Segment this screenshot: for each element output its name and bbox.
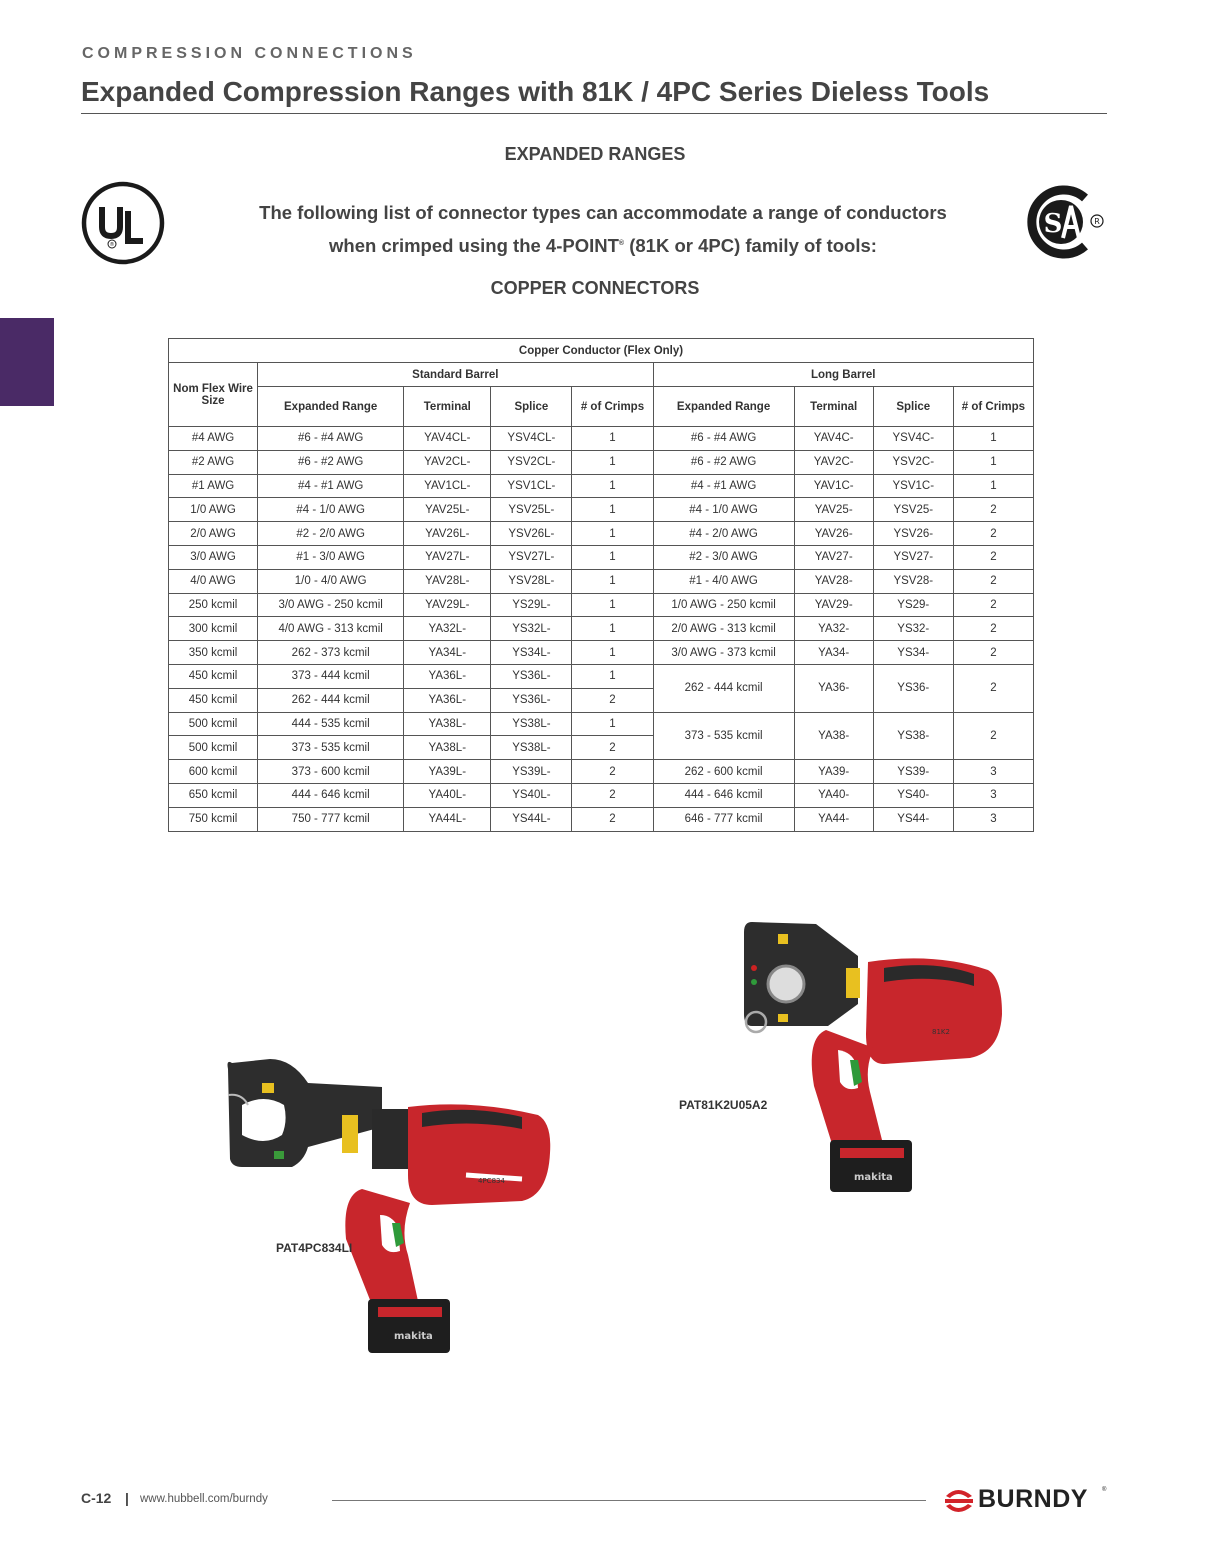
table-cell: YSV1CL- <box>491 474 572 498</box>
table-row <box>169 427 1034 451</box>
table-cell: YA39L- <box>404 760 491 784</box>
table-cell: YAV26- <box>794 522 873 546</box>
table-cell: #6 - #2 AWG <box>258 450 404 474</box>
svg-text:R: R <box>1094 217 1100 226</box>
table-cell: YAV25L- <box>404 498 491 522</box>
table-cell: 3 <box>953 760 1033 784</box>
table-cell: YAV4C- <box>794 427 873 451</box>
table-cell: YS32- <box>873 617 953 641</box>
column-header: # of Crimps <box>572 387 653 427</box>
table-cell: YS40- <box>873 783 953 807</box>
table-cell: YA32L- <box>404 617 491 641</box>
table-cell: 500 kcmil <box>169 712 258 736</box>
table-cell: 2/0 AWG - 313 kcmil <box>653 617 794 641</box>
table-cell: YA39- <box>794 760 873 784</box>
burndy-logo-icon <box>942 1486 976 1516</box>
column-header: Terminal <box>404 387 491 427</box>
table-cell: 2 <box>572 760 653 784</box>
csa-logo <box>1023 184 1105 260</box>
table-cell: 1 <box>572 498 653 522</box>
table-cell: YS32L- <box>491 617 572 641</box>
table-cell: 2 <box>953 593 1033 617</box>
table-row <box>169 783 1034 807</box>
table-cell: #6 - #4 AWG <box>258 427 404 451</box>
table-cell: 350 kcmil <box>169 641 258 665</box>
table-cell: 4/0 AWG <box>169 569 258 593</box>
table-cell: 1 <box>572 522 653 546</box>
intro-line-1: The following list of connector types can accommodate a range of conductors <box>259 202 947 223</box>
table-cell: YS38L- <box>491 712 572 736</box>
table-cell: 1/0 AWG <box>169 498 258 522</box>
table-cell: YS44L- <box>491 807 572 831</box>
footer-url-link[interactable]: www.hubbell.com/burndy <box>140 1493 268 1505</box>
table-cell: 2 <box>572 783 653 807</box>
table-cell: YA38L- <box>404 736 491 760</box>
table-cell: 2 <box>953 664 1033 712</box>
table-cell: #2 - 3/0 AWG <box>653 545 794 569</box>
table-cell: 2 <box>953 498 1033 522</box>
table-cell: YS36- <box>873 664 953 712</box>
table-cell: 750 kcmil <box>169 807 258 831</box>
table-cell: 4/0 AWG - 313 kcmil <box>258 617 404 641</box>
table-cell: 500 kcmil <box>169 736 258 760</box>
table-cell: #2 AWG <box>169 450 258 474</box>
table-cell: YA38L- <box>404 712 491 736</box>
table-row <box>169 450 1034 474</box>
table-cell: 250 kcmil <box>169 593 258 617</box>
table-cell: YSV2CL- <box>491 450 572 474</box>
table-cell: YSV2C- <box>873 450 953 474</box>
table-cell: YAV2C- <box>794 450 873 474</box>
table-cell: 2 <box>572 807 653 831</box>
table-cell: 450 kcmil <box>169 664 258 688</box>
table-cell: YA32- <box>794 617 873 641</box>
table-cell: 3 <box>953 807 1033 831</box>
page-title: Expanded Compression Ranges with 81K / 4PC Series Dieless Tools <box>81 76 990 107</box>
table-cell: 1 <box>572 712 653 736</box>
table-cell: 262 - 373 kcmil <box>258 641 404 665</box>
table-row <box>169 617 1034 641</box>
tool-4pc-caption: PAT4PC834LI <box>276 1241 353 1255</box>
table-cell: 3/0 AWG <box>169 545 258 569</box>
table-cell: YS39- <box>873 760 953 784</box>
table-cell: YSV28L- <box>491 569 572 593</box>
svg-text:S: S <box>1043 209 1063 239</box>
table-cell: 450 kcmil <box>169 688 258 712</box>
header-nom-flex-wire-size: Nom Flex Wire Size <box>169 363 258 427</box>
table-cell: 1 <box>572 450 653 474</box>
table-cell: #4 AWG <box>169 427 258 451</box>
table-cell: YSV27- <box>873 545 953 569</box>
table-cell: 1 <box>572 474 653 498</box>
table-cell: #4 - 1/0 AWG <box>258 498 404 522</box>
table-cell: 2 <box>953 569 1033 593</box>
header-standard-barrel: Standard Barrel <box>258 363 653 387</box>
table-cell: YSV4C- <box>873 427 953 451</box>
table-cell: 1 <box>572 545 653 569</box>
tool-81k-caption: PAT81K2U05A2 <box>679 1098 768 1112</box>
table-cell: YAV1CL- <box>404 474 491 498</box>
table-cell: YAV27L- <box>404 545 491 569</box>
header-long-barrel: Long Barrel <box>653 363 1034 387</box>
table-caption: Copper Conductor (Flex Only) <box>169 339 1034 363</box>
column-header: Terminal <box>794 387 873 427</box>
table-cell: 300 kcmil <box>169 617 258 641</box>
table-cell: YA34L- <box>404 641 491 665</box>
burndy-reg-mark: ® <box>1102 1487 1107 1493</box>
table-cell: 1 <box>572 664 653 688</box>
table-cell: 1/0 - 4/0 AWG <box>258 569 404 593</box>
table-cell: #2 - 2/0 AWG <box>258 522 404 546</box>
table-cell: 3/0 AWG - 250 kcmil <box>258 593 404 617</box>
table-cell: 1 <box>572 593 653 617</box>
table-cell: 2 <box>953 617 1033 641</box>
tool-81k-battery-brand: makita <box>854 1172 893 1183</box>
table-cell: #1 - 3/0 AWG <box>258 545 404 569</box>
table-cell: 1 <box>572 617 653 641</box>
table-cell: 262 - 600 kcmil <box>653 760 794 784</box>
table-cell: YA38- <box>794 712 873 760</box>
table-row <box>169 807 1034 831</box>
table-row <box>169 545 1034 569</box>
table-cell: YSV28- <box>873 569 953 593</box>
table-cell: YSV25L- <box>491 498 572 522</box>
table-cell: 2 <box>953 712 1033 760</box>
table-cell: YAV26L- <box>404 522 491 546</box>
table-cell: 1 <box>572 569 653 593</box>
footer-separator: | <box>125 1490 129 1506</box>
expanded-ranges-heading: EXPANDED RANGES <box>504 144 686 164</box>
table-row <box>169 522 1034 546</box>
table-row <box>169 569 1034 593</box>
table-cell: 444 - 646 kcmil <box>258 783 404 807</box>
table-cell: YSV4CL- <box>491 427 572 451</box>
table-cell: #4 - #1 AWG <box>258 474 404 498</box>
table-cell: 373 - 535 kcmil <box>258 736 404 760</box>
table-cell: YS29L- <box>491 593 572 617</box>
column-header: # of Crimps <box>953 387 1033 427</box>
column-header: Splice <box>873 387 953 427</box>
table-cell: YSV26- <box>873 522 953 546</box>
table-cell: YSV26L- <box>491 522 572 546</box>
column-header: Expanded Range <box>653 387 794 427</box>
ul-logo <box>81 181 165 265</box>
table-cell: YAV1C- <box>794 474 873 498</box>
table-cell: YA40L- <box>404 783 491 807</box>
table-cell: 2/0 AWG <box>169 522 258 546</box>
table-row <box>169 498 1034 522</box>
column-header: Splice <box>491 387 572 427</box>
table-cell: YS34- <box>873 641 953 665</box>
burndy-wordmark: BURNDY <box>978 1485 1088 1513</box>
table-cell: YAV28- <box>794 569 873 593</box>
table-cell: YAV27- <box>794 545 873 569</box>
table-cell: #4 - 2/0 AWG <box>653 522 794 546</box>
table-row <box>169 664 1034 688</box>
table-cell: YAV29L- <box>404 593 491 617</box>
table-cell: #6 - #2 AWG <box>653 450 794 474</box>
table-cell: 373 - 444 kcmil <box>258 664 404 688</box>
table-cell: 650 kcmil <box>169 783 258 807</box>
tool-4pc-battery-brand: makita <box>394 1331 433 1342</box>
table-cell: YA44- <box>794 807 873 831</box>
table-cell: 600 kcmil <box>169 760 258 784</box>
footer-page-number: C-12 <box>81 1490 112 1506</box>
table-cell: YS44- <box>873 807 953 831</box>
table-cell: YAV25- <box>794 498 873 522</box>
table-row <box>169 641 1034 665</box>
table-cell: YAV4CL- <box>404 427 491 451</box>
table-cell: 444 - 646 kcmil <box>653 783 794 807</box>
tool-4pc-badge: 4PC834 <box>478 1177 505 1185</box>
table-cell: 373 - 600 kcmil <box>258 760 404 784</box>
column-header: Expanded Range <box>258 387 404 427</box>
expanded-range-table <box>168 338 1034 832</box>
table-cell: YS36L- <box>491 664 572 688</box>
table-cell: 1/0 AWG - 250 kcmil <box>653 593 794 617</box>
table-cell: #6 - #4 AWG <box>653 427 794 451</box>
table-cell: YAV29- <box>794 593 873 617</box>
table-cell: YA36L- <box>404 688 491 712</box>
table-cell: YSV25- <box>873 498 953 522</box>
table-cell: 2 <box>953 641 1033 665</box>
ul-reg-mark: ® <box>109 242 115 248</box>
tool-81k-image <box>734 918 1012 1196</box>
table-cell: 646 - 777 kcmil <box>653 807 794 831</box>
table-cell: 1 <box>953 474 1033 498</box>
table-cell: YAV28L- <box>404 569 491 593</box>
table-cell: 262 - 444 kcmil <box>653 664 794 712</box>
section-side-tab <box>0 318 54 406</box>
table-cell: YS38- <box>873 712 953 760</box>
title-divider <box>81 113 1107 114</box>
table-cell: 2 <box>572 688 653 712</box>
intro-line-2: when crimped using the 4-POINT® (81K or 4PC) family of tools: <box>329 235 877 257</box>
table-cell: #4 - 1/0 AWG <box>653 498 794 522</box>
table-row <box>169 760 1034 784</box>
table-cell: 750 - 777 kcmil <box>258 807 404 831</box>
table-cell: YA40- <box>794 783 873 807</box>
table-cell: 444 - 535 kcmil <box>258 712 404 736</box>
table-cell: 1 <box>953 427 1033 451</box>
table-cell: 2 <box>953 522 1033 546</box>
tool-81k-badge: 81K2 <box>932 1028 950 1036</box>
section-label: COMPRESSION CONNECTIONS <box>82 45 417 62</box>
table-cell: #1 AWG <box>169 474 258 498</box>
table-cell: YSV27L- <box>491 545 572 569</box>
table-cell: 3 <box>953 783 1033 807</box>
table-cell: YA44L- <box>404 807 491 831</box>
table-cell: 3/0 AWG - 373 kcmil <box>653 641 794 665</box>
table-cell: YA34- <box>794 641 873 665</box>
table-cell: 262 - 444 kcmil <box>258 688 404 712</box>
table-cell: YS40L- <box>491 783 572 807</box>
copper-connectors-heading: COPPER CONNECTORS <box>490 278 700 298</box>
table-cell: 2 <box>953 545 1033 569</box>
table-cell: #1 - 4/0 AWG <box>653 569 794 593</box>
table-row <box>169 474 1034 498</box>
table-cell: YS36L- <box>491 688 572 712</box>
table-row <box>169 593 1034 617</box>
table-cell: 2 <box>572 736 653 760</box>
table-cell: #4 - #1 AWG <box>653 474 794 498</box>
table-cell: YA36- <box>794 664 873 712</box>
table-cell: YSV1C- <box>873 474 953 498</box>
table-cell: 1 <box>953 450 1033 474</box>
table-row <box>169 712 1034 736</box>
table-cell: YS34L- <box>491 641 572 665</box>
table-cell: YAV2CL- <box>404 450 491 474</box>
table-cell: YA36L- <box>404 664 491 688</box>
table-cell: YS38L- <box>491 736 572 760</box>
tool-4pc-image <box>222 1055 556 1355</box>
intro-text <box>180 197 1026 261</box>
table-cell: 1 <box>572 427 653 451</box>
table-cell: YS29- <box>873 593 953 617</box>
table-cell: YS39L- <box>491 760 572 784</box>
table-cell: 373 - 535 kcmil <box>653 712 794 760</box>
table-cell: 1 <box>572 641 653 665</box>
footer-divider <box>332 1500 926 1501</box>
